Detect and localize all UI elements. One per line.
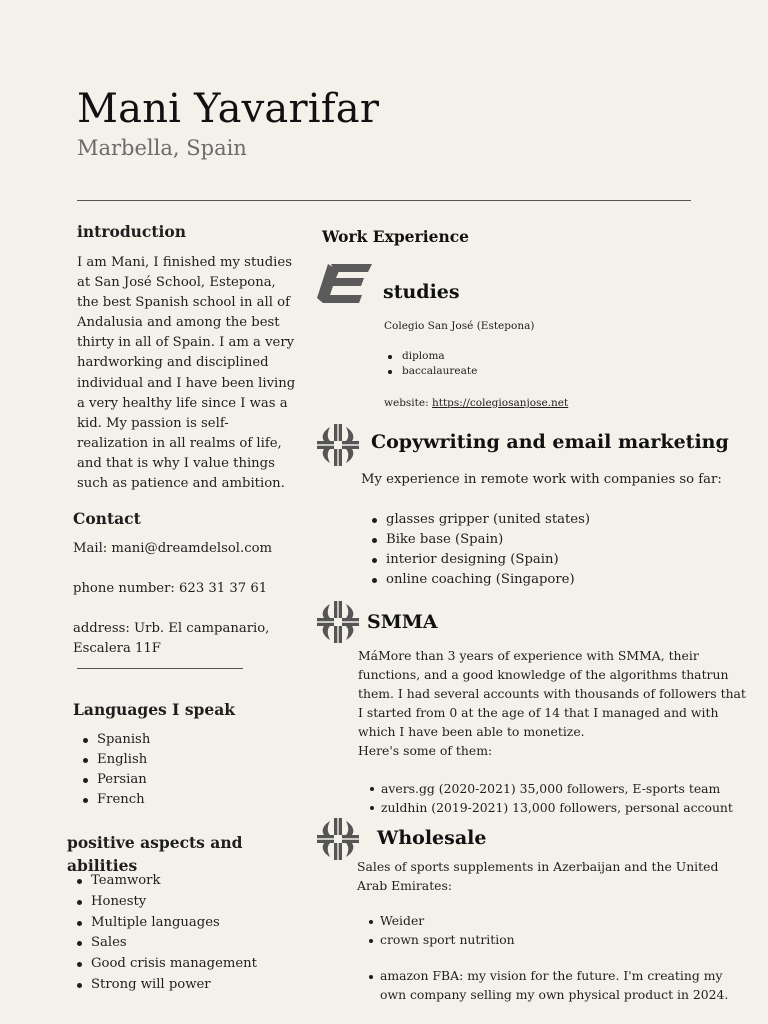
smma-text: MáMore than 3 years of experience with SMMA, their functions, and a good knowledge of the algorithms thatrun them. I had several accounts with thousands of followers that I started from 0 at the age of 14 that I managed and with which I have been able to monetize. (358, 648, 746, 739)
smma-item: zuldhin (2019-2021) 13,000 followers, personal account (381, 800, 733, 815)
abilities-title: positive aspects and abilities (67, 833, 243, 875)
contact-mail: Mail: mani@dreamdelsol.com (73, 541, 273, 556)
ability-item: Sales (91, 933, 257, 954)
website-label: website: (384, 397, 432, 409)
languages-title: Languages I speak (73, 700, 236, 719)
smma-title: SMMA (367, 611, 438, 633)
language-item: Spanish (97, 730, 150, 750)
studies-website (384, 396, 568, 411)
copywriting-item: Bike base (Spain) (386, 530, 590, 550)
ability-item: Good crisis management (91, 954, 257, 975)
emblem-icon (316, 423, 360, 467)
introduction-title: introduction (77, 222, 187, 241)
copywriting-title: Copywriting and email marketing (371, 431, 729, 453)
introduction-text: I am Mani, I finished my studies at San José School, Estepona, the best Spanish school in all of Andalusia and among the best thirty in all of Spain. I am a very hardworking and disciplined individual and I have been living a very healthy life since I was a kid. My passion is self- realization in all realms of life, and that is why I value things such as patience and ambition. (77, 255, 296, 492)
wholesale-item: Weider (380, 912, 515, 931)
contact-address: address: Urb. El campanario, Escalera 11F (73, 621, 270, 656)
header-divider (77, 200, 691, 201)
e-logo-icon (317, 262, 373, 304)
smma-text-2: Here's some of them: (358, 743, 493, 758)
emblem-icon (316, 600, 360, 644)
smma-item: avers.gg (2020-2021) 35,000 followers, E-sports team (381, 779, 733, 798)
copywriting-item: online coaching (Singapore) (386, 570, 590, 590)
studies-school: Colegio San José (Estepona) (384, 320, 535, 332)
studies-item: diploma (402, 349, 477, 364)
resume-location: Marbella, Spain (77, 136, 247, 160)
contact-title: Contact (73, 509, 141, 528)
copywriting-list (386, 510, 590, 590)
contact-divider (77, 668, 243, 669)
language-item: English (97, 750, 150, 770)
wholesale-future-item: amazon FBA: my vision for the future. I'm creating my own company selling my own physical product in 2024. (380, 967, 750, 1004)
abilities-list (91, 871, 257, 996)
languages-list (97, 730, 150, 810)
copywriting-item: glasses gripper (united states) (386, 510, 590, 530)
work-experience-title: Work Experience (322, 227, 470, 246)
ability-item: Honesty (91, 892, 257, 913)
website-link[interactable]: https://colegiosanjose.net (431, 397, 569, 409)
wholesale-item: crown sport nutrition (380, 931, 515, 950)
language-item: French (97, 790, 150, 810)
wholesale-list (380, 912, 515, 949)
copywriting-intro: My experience in remote work with companies so far: (361, 472, 722, 487)
resume-name: Mani Yavarifar (77, 86, 380, 132)
ability-item: Strong will power (91, 975, 257, 996)
ability-item: Teamwork (91, 871, 257, 892)
language-item: Persian (97, 770, 150, 790)
contact-phone: phone number: 623 31 37 61 (73, 581, 268, 596)
copywriting-item: interior designing (Spain) (386, 550, 590, 570)
wholesale-title: Wholesale (377, 827, 487, 849)
studies-title: studies (383, 281, 460, 303)
wholesale-intro: Sales of sports supplements in Azerbaijan and the United Arab Emirates: (357, 859, 719, 893)
studies-item: baccalaureate (402, 365, 478, 377)
emblem-icon (316, 817, 360, 861)
wholesale-future-list (380, 967, 750, 1004)
ability-item: Multiple languages (91, 913, 257, 934)
smma-list (381, 779, 733, 817)
studies-list (402, 349, 477, 379)
